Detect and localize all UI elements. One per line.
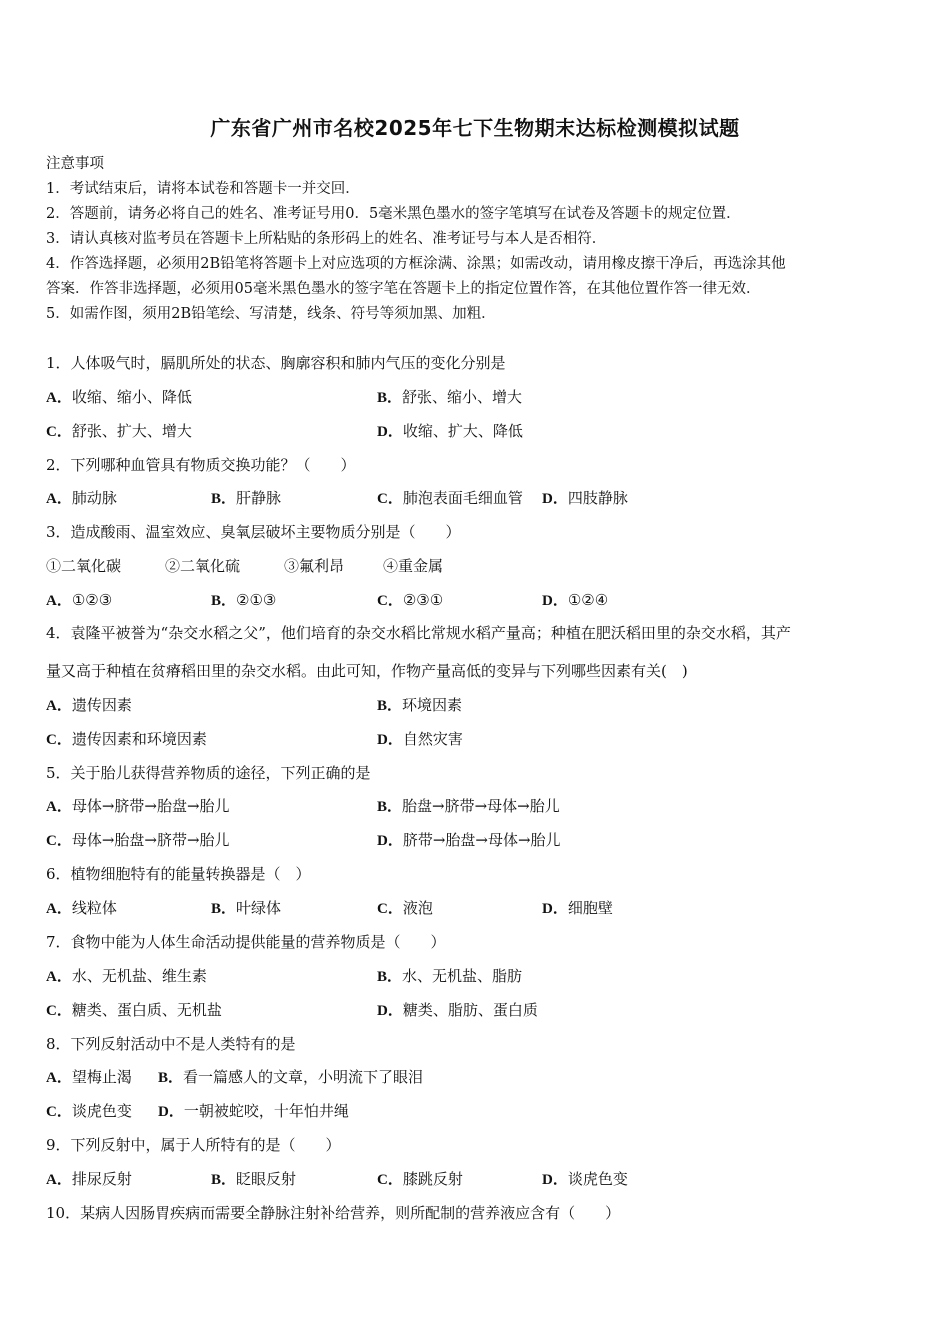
question-stem: 6．植物细胞特有的能量转换器是（ ）	[46, 865, 311, 883]
option-c: C．液泡	[377, 899, 433, 917]
page-title: 广东省广州市名校2025年七下生物期末达标检测模拟试题	[210, 116, 740, 140]
notice-item: 3．请认真核对监考员在答题卡上所粘贴的条形码上的姓名、准考证号与本人是否相符．	[46, 231, 607, 247]
notice-heading: 注意事项	[46, 156, 104, 172]
option-d: D．①②④	[542, 591, 609, 609]
option-b: B．②①③	[211, 591, 277, 609]
option-c: C．膝跳反射	[377, 1170, 463, 1188]
option-d: D．自然灾害	[377, 730, 463, 748]
question-stem: 5．关于胎儿获得营养物质的途径，下列正确的是	[46, 764, 371, 782]
option-b: B．看一篇感人的文章，小明流下了眼泪	[158, 1068, 424, 1086]
option-c: C．②③①	[377, 591, 444, 609]
option-b: B．舒张、缩小、增大	[377, 388, 523, 406]
option-d: D．谈虎色变	[542, 1170, 628, 1188]
option-b: B．叶绿体	[211, 899, 282, 917]
question-stem: 10．某病人因肠胃疾病而需要全静脉注射补给营养，则所配制的营养液应含有（ ）	[46, 1204, 621, 1222]
option-a: A．遗传因素	[46, 696, 132, 714]
option-a: A．①②③	[46, 591, 113, 609]
option-a: A．收缩、缩小、降低	[46, 388, 192, 406]
option-b: B．胎盘→脐带→母体→胎儿	[377, 797, 560, 815]
option-b: B．肝静脉	[211, 489, 282, 507]
option-c: C．糖类、蛋白质、无机盐	[46, 1001, 222, 1019]
choice-item: ④重金属	[383, 557, 444, 575]
option-b: B．环境因素	[377, 696, 463, 714]
notice-item: 1．考试结束后，请将本试卷和答题卡一并交回．	[46, 181, 360, 197]
choice-item: ①二氧化碳	[46, 557, 122, 575]
choice-item: ③氟利昂	[284, 557, 345, 575]
option-d: D．收缩、扩大、降低	[377, 422, 523, 440]
option-c: C．遗传因素和环境因素	[46, 730, 207, 748]
option-d: D．四肢静脉	[542, 489, 628, 507]
question-stem: 8．下列反射活动中不是人类特有的是	[46, 1035, 296, 1053]
question-stem-continued: 量又高于种植在贫瘠稻田里的杂交水稻。由此可知，作物产量高低的变异与下列哪些因素有关( )	[46, 662, 688, 680]
option-a: A．望梅止渴	[46, 1068, 132, 1086]
option-c: C．肺泡表面毛细血管	[377, 489, 523, 507]
option-c: C．舒张、扩大、增大	[46, 422, 192, 440]
notice-item: 5．如需作图，须用2B铅笔绘、写清楚，线条、符号等须加黑、加粗．	[46, 306, 496, 322]
option-c: C．母体→胎盘→脐带→胎儿	[46, 831, 230, 849]
option-a: A．水、无机盐、维生素	[46, 967, 207, 985]
option-a: A．母体→脐带→胎盘→胎儿	[46, 797, 230, 815]
option-b: B．眨眼反射	[211, 1170, 297, 1188]
option-d: D．一朝被蛇咬，十年怕井绳	[158, 1102, 349, 1120]
question-stem: 2．下列哪种血管具有物质交换功能？（ ）	[46, 456, 356, 474]
question-stem: 3．造成酸雨、温室效应、臭氧层破坏主要物质分别是（ ）	[46, 523, 461, 541]
notice-item: 4．作答选择题，必须用2B铅笔将答题卡上对应选项的方框涂满、涂黑；如需改动，请用橡皮擦干净后，再选涂其他	[46, 256, 786, 272]
question-stem: 1．人体吸气时，膈肌所处的状态、胸廓容积和肺内气压的变化分别是	[46, 354, 506, 372]
notice-item: 答案．作答非选择题，必须用05毫米黑色墨水的签字笔在答题卡上的指定位置作答，在其他位置作答一律无效．	[46, 281, 761, 297]
option-a: A．线粒体	[46, 899, 117, 917]
question-stem: 9．下列反射中，属于人所特有的是（ ）	[46, 1136, 341, 1154]
notice-item: 2．答题前，请务必将自己的姓名、准考证号用0．5毫米黑色墨水的签字笔填写在试卷及答题卡的规定位置．	[46, 206, 741, 222]
option-c: C．谈虎色变	[46, 1102, 132, 1120]
question-stem: 7．食物中能为人体生命活动提供能量的营养物质是（ ）	[46, 933, 446, 951]
choice-item: ②二氧化硫	[165, 557, 241, 575]
option-b: B．水、无机盐、脂肪	[377, 967, 523, 985]
option-d: D．细胞壁	[542, 899, 613, 917]
question-stem: 4．袁隆平被誉为“杂交水稻之父”，他们培育的杂交水稻比常规水稻产量高；种植在肥沃稻田里的杂交水稻，其产	[46, 624, 791, 642]
option-a: A．肺动脉	[46, 489, 117, 507]
option-d: D．脐带→胎盘→母体→胎儿	[377, 831, 561, 849]
option-a: A．排尿反射	[46, 1170, 132, 1188]
option-d: D．糖类、脂肪、蛋白质	[377, 1001, 538, 1019]
